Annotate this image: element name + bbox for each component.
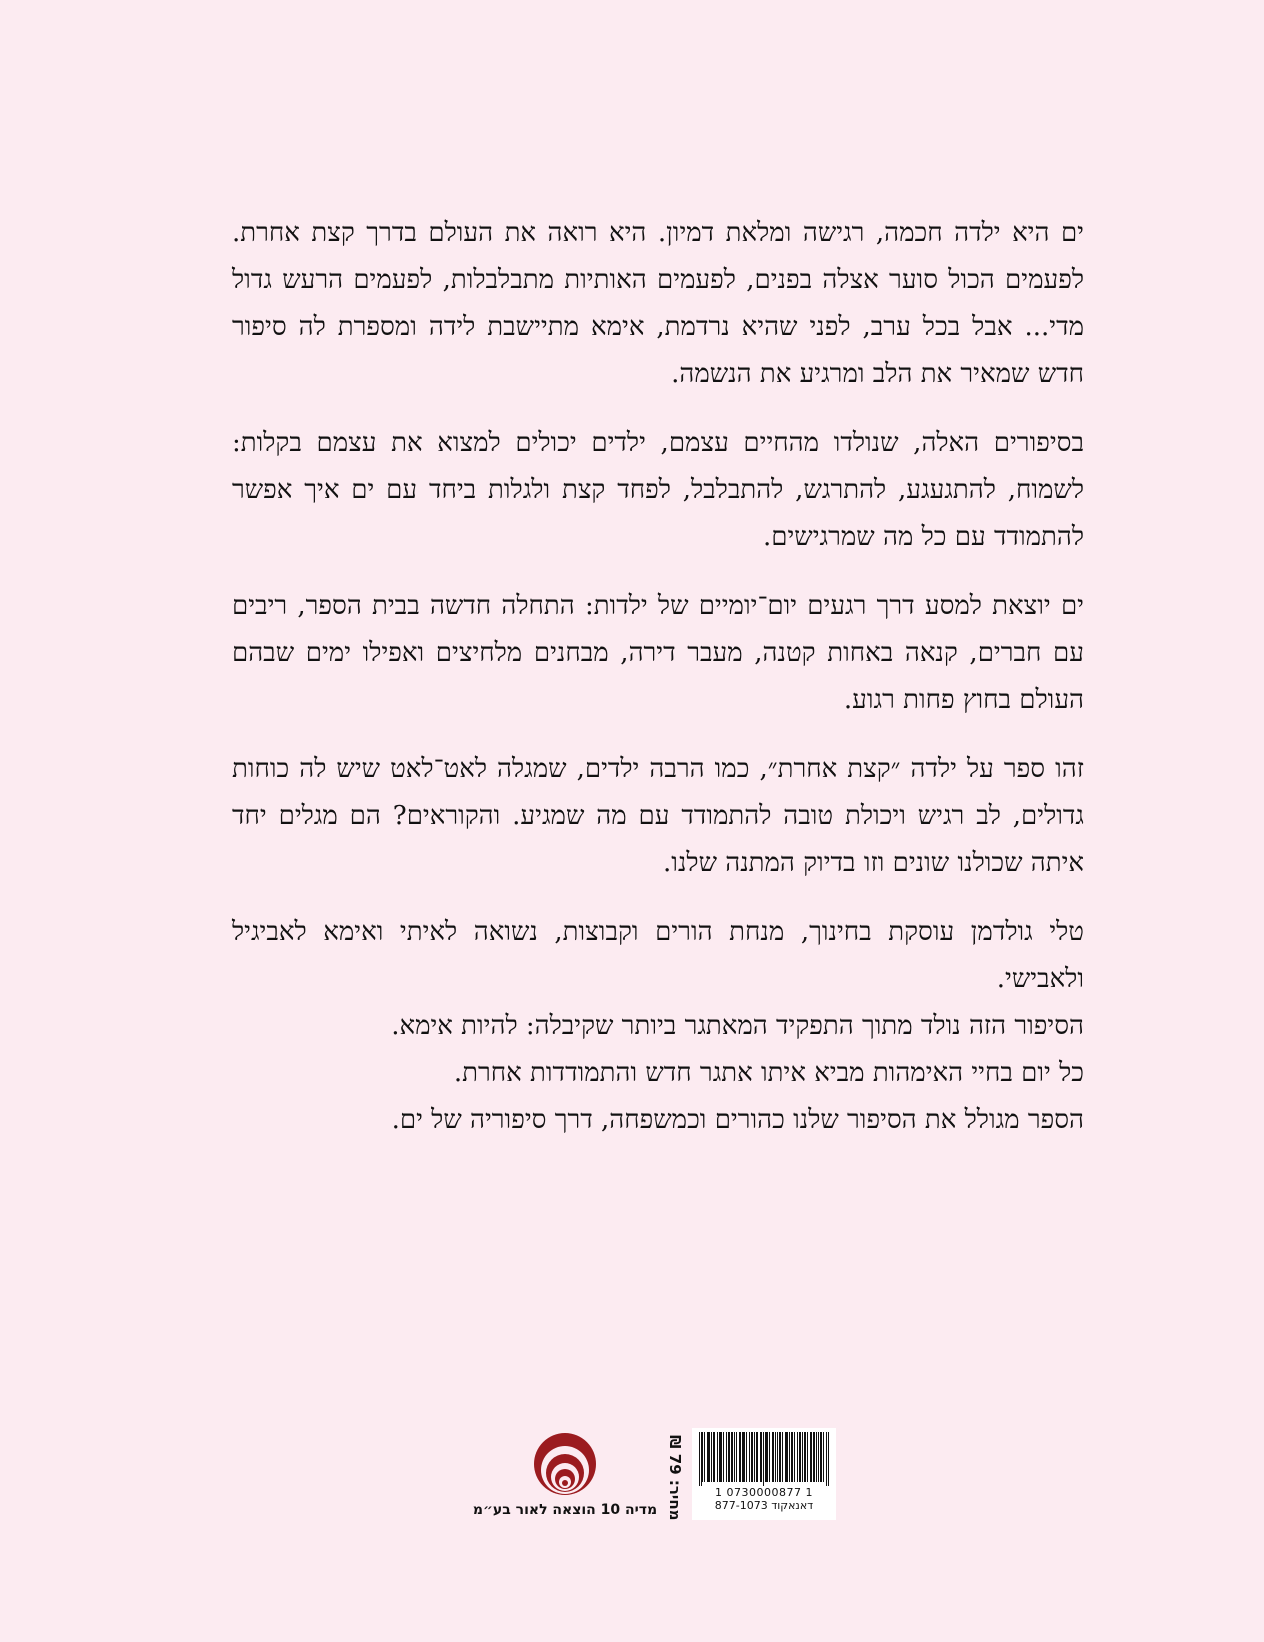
barcode-bar xyxy=(717,1432,718,1482)
barcode-bar xyxy=(766,1432,767,1482)
barcode-bar xyxy=(760,1432,761,1482)
barcode-bar xyxy=(769,1432,770,1482)
barcode-bar xyxy=(773,1432,774,1482)
barcode-bar xyxy=(728,1432,729,1482)
barcode-bar xyxy=(797,1432,798,1482)
barcode-bar xyxy=(708,1432,709,1482)
publisher-block xyxy=(470,1432,660,1518)
barcode xyxy=(692,1428,836,1520)
publisher-logo-icon xyxy=(533,1432,597,1496)
barcode-bar xyxy=(785,1432,786,1482)
barcode-bar xyxy=(732,1432,733,1482)
description-paragraph-4: זהו ספר על ילדה ״קצת אחרת״, כמו הרבה ילדים, שמגלה לאט־לאט שיש לה כוחות גדולים, לב רגיש ויכולת טובה להתמודד עם מה שמגיע. והקוראים? הם מגלים יחד איתה שכולנו שונים וזו בדיוק המתנה שלנו. xyxy=(232,754,1084,878)
barcode-bar xyxy=(704,1432,705,1482)
barcode-bar xyxy=(820,1432,821,1482)
barcode-bar xyxy=(802,1432,803,1482)
barcode-bar xyxy=(731,1432,732,1482)
barcode-bar xyxy=(763,1432,764,1486)
barcode-bar xyxy=(749,1432,750,1482)
barcode-bar xyxy=(707,1432,708,1482)
barcode-bar xyxy=(794,1432,795,1482)
barcode-bar xyxy=(821,1432,822,1482)
barcode-bar xyxy=(800,1432,801,1482)
barcode-bar xyxy=(709,1432,710,1482)
barcode-bar xyxy=(754,1432,755,1482)
barcode-bar xyxy=(791,1432,792,1482)
barcode-bar xyxy=(742,1432,743,1482)
barcode-bar xyxy=(782,1432,783,1482)
barcode-bar xyxy=(792,1432,793,1482)
barcode-bar xyxy=(736,1432,737,1482)
barcode-bar xyxy=(779,1432,780,1482)
author-bio-line: הסיפור הזה נולד מתוך התפקיד המאתגר ביותר שקיבלה: להיות אימא. xyxy=(391,1011,1084,1041)
barcode-bar xyxy=(714,1432,715,1482)
barcode-bar xyxy=(734,1432,735,1482)
barcode-bar xyxy=(811,1432,812,1482)
barcode-bar xyxy=(702,1432,703,1482)
barcode-bar xyxy=(804,1432,805,1482)
barcode-bar xyxy=(743,1432,744,1482)
author-bio-line: כל יום בחיי האימהות מביא איתו אתגר חדש והתמודדות אחרת. xyxy=(453,1058,1084,1088)
back-cover-text xyxy=(232,210,1084,1144)
barcode-bar xyxy=(729,1432,730,1482)
barcode-bar xyxy=(739,1432,740,1482)
barcode-bar xyxy=(744,1432,745,1482)
author-bio-line: טלי גולדמן עוסקת בחינוך, מנחת הורים וקבוצות, נשואה לאיתי ואימא לאביגיל ולאבישי. xyxy=(232,917,1084,994)
barcode-bar xyxy=(699,1432,700,1486)
barcode-bar xyxy=(828,1432,829,1486)
barcode-bar xyxy=(756,1432,757,1482)
barcode-bar xyxy=(777,1432,778,1482)
description-paragraph-2: בסיפורים האלה, שנולדו מהחיים עצמם, ילדים יכולים למצוא את עצמם בקלות: לשמוח, להתגעגע, להתרגש, להתבלבל, לפחד קצת ולגלות ביחד עם ים איך אפשר להתמודד עם כל מה שמרגישים. xyxy=(232,428,1084,552)
barcode-bar xyxy=(767,1432,768,1482)
barcode-bar xyxy=(757,1432,758,1482)
barcode-bar xyxy=(713,1432,714,1482)
barcode-bar xyxy=(823,1432,824,1482)
barcode-bar xyxy=(726,1432,727,1482)
barcode-bar xyxy=(701,1432,702,1486)
barcode-bar xyxy=(807,1432,808,1482)
barcode-bar xyxy=(723,1432,724,1482)
barcode-bar xyxy=(826,1432,827,1486)
barcode-bar xyxy=(818,1432,819,1482)
barcode-bar xyxy=(720,1432,721,1482)
barcode-bar xyxy=(787,1432,788,1482)
barcode-bar xyxy=(816,1432,817,1482)
barcode-bar xyxy=(761,1432,762,1482)
barcode-bar xyxy=(711,1432,712,1482)
barcode-bar xyxy=(746,1432,747,1482)
barcode-code: דאנאקוד 877-1073 xyxy=(714,1499,814,1512)
barcode-bar xyxy=(789,1432,790,1482)
barcode-bar xyxy=(813,1432,814,1482)
barcode-bar xyxy=(751,1432,752,1482)
barcode-number: 1 0730000877 1 xyxy=(715,1486,813,1499)
barcode-bar xyxy=(780,1432,781,1482)
barcode-bar xyxy=(775,1432,776,1482)
barcode-bar xyxy=(772,1432,773,1482)
barcode-bar xyxy=(752,1432,753,1482)
barcode-bar xyxy=(786,1432,787,1482)
barcode-bar xyxy=(814,1432,815,1482)
price-label: מחיר: 79 ₪ xyxy=(666,1434,684,1520)
description-paragraph-3: ים יוצאת למסע דרך רגעים יום־יומיים של ילדות: התחלה חדשה בבית הספר, ריבים עם חברים, קנאה באחות קטנה, מעבר דירה, מבחנים מלחיצים ואפילו ימים שבהם העולם בחוץ פחות רגוע. xyxy=(232,591,1084,715)
barcode-bar xyxy=(719,1432,720,1482)
barcode-bar xyxy=(799,1432,800,1482)
barcode-bars xyxy=(699,1432,829,1486)
publisher-name: מדיה 10 הוצאה לאור בע״מ xyxy=(472,1502,658,1518)
description-paragraph-1: ים היא ילדה חכמה, רגישה ומלאת דמיון. היא רואה את העולם בדרך קצת אחרת. לפעמים הכול סוער אצלה בפנים, לפעמים האותיות מתבלבלות, לפעמים הרעש גדול מדי... אבל בכל ערב, לפני שהיא נרדמת, אימא מתיישבת לידה ומספרת לה סיפור חדש שמאיר את הלב ומרגיע את הנשמה. xyxy=(232,218,1084,389)
barcode-bar xyxy=(805,1432,806,1482)
barcode-bar xyxy=(765,1432,766,1482)
barcode-bar xyxy=(721,1432,722,1482)
author-bio-line: הספר מגולל את הסיפור שלנו כהורים וכמשפחה, דרך סיפוריה של ים. xyxy=(391,1105,1084,1135)
author-bio xyxy=(232,909,1084,1144)
barcode-bar xyxy=(810,1432,811,1482)
barcode-bar xyxy=(740,1432,741,1482)
